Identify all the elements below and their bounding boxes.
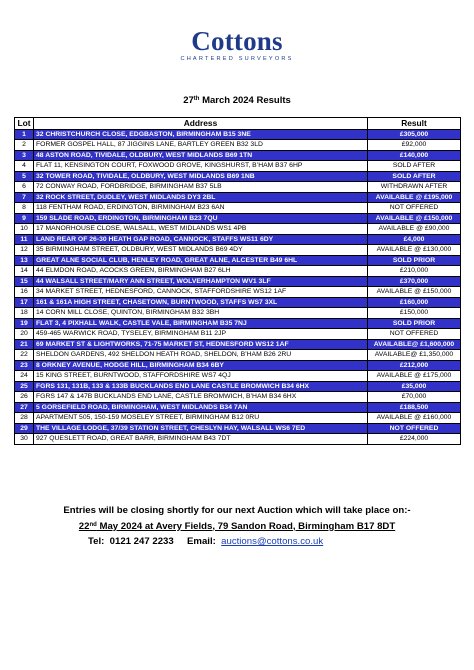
result-cell: AVAILABLE@ £1,350,000: [368, 350, 461, 361]
table-row: [15, 413, 461, 424]
title-rest: March 2024 Results: [199, 95, 291, 106]
lot-cell: 11: [15, 234, 34, 245]
result-cell: £305,000: [368, 129, 461, 140]
table-row: [15, 339, 461, 350]
lot-cell: 5: [15, 171, 34, 182]
result-cell: AVAILABLE @ £130,000: [368, 245, 461, 256]
header-result: Result: [368, 118, 461, 130]
lot-cell: 20: [15, 329, 34, 340]
lot-cell: 23: [15, 360, 34, 371]
next-auction-venue: [0, 519, 474, 535]
table-header-row: [15, 118, 461, 130]
address-cell: LAND REAR OF 26-30 HEATH GAP ROAD, CANNOCK, STAFFS WS11 6DY: [34, 234, 368, 245]
lot-cell: 22: [15, 350, 34, 361]
address-cell: 32 TOWER ROAD, TIVIDALE, OLDBURY, WEST MIDLANDS B69 1NB: [34, 171, 368, 182]
lot-cell: 24: [15, 371, 34, 382]
result-cell: £370,000: [368, 276, 461, 287]
address-cell: 17 MANORHOUSE CLOSE, WALSALL, WEST MIDLANDS WS1 4PB: [34, 224, 368, 235]
venue-day-suffix: nd: [89, 521, 97, 528]
lot-cell: 16: [15, 287, 34, 298]
address-cell: 161 & 161A HIGH STREET, CHASETOWN, BURNTWOOD, STAFFS WS7 3XL: [34, 297, 368, 308]
address-cell: 927 QUESLETT ROAD, GREAT BARR, BIRMINGHAM B43 7DT: [34, 434, 368, 445]
address-cell: FLAT 11, KENSINGTON COURT, FOXWOOD GROVE, KINGSHURST, B’HAM B37 6HP: [34, 161, 368, 172]
result-cell: £4,000: [368, 234, 461, 245]
lot-cell: 10: [15, 224, 34, 235]
lot-cell: 1: [15, 129, 34, 140]
result-cell: AVAILABLE @ £150,000: [368, 287, 461, 298]
address-cell: 32 ROCK STREET, DUDLEY, WEST MIDLANDS DY3 2BL: [34, 192, 368, 203]
address-cell: FGRS 131, 131B, 133 & 133B BUCKLANDS END LANE CASTLE BROMWICH B34 6HX: [34, 381, 368, 392]
result-cell: £70,000: [368, 392, 461, 403]
address-cell: 35 BIRMINGHAM STREET, OLDBURY, WEST MIDLANDS B69 4DY: [34, 245, 368, 256]
address-cell: FGRS 147 & 147B BUCKLANDS END LANE, CASTLE BROMWICH, B’HAM B34 6HX: [34, 392, 368, 403]
address-cell: SHELDON GARDENS, 492 SHELDON HEATH ROAD, SHELDON, B’HAM B26 2RU: [34, 350, 368, 361]
lot-cell: 17: [15, 297, 34, 308]
table-row: [15, 297, 461, 308]
table-row: [15, 224, 461, 235]
lot-cell: 7: [15, 192, 34, 203]
contact-line: [0, 534, 474, 550]
table-row: [15, 182, 461, 193]
table-row: [15, 161, 461, 172]
logo-subtitle: CHARTERED SURVEYORS: [180, 56, 294, 62]
header-lot: Lot: [15, 118, 34, 130]
table-row: [15, 213, 461, 224]
address-cell: 69 MARKET ST & LIGHTWORKS, 71-75 MARKET ST, HEDNESFORD WS12 1AF: [34, 339, 368, 350]
table-row: [15, 150, 461, 161]
results-title: [0, 95, 474, 106]
table-body: [15, 129, 461, 444]
address-cell: 48 ASTON ROAD, TIVIDALE, OLDBURY, WEST MIDLANDS B69 1TN: [34, 150, 368, 161]
lot-cell: 30: [15, 434, 34, 445]
lot-cell: 4: [15, 161, 34, 172]
header-address: Address: [34, 118, 368, 130]
results-table: [14, 117, 461, 445]
address-cell: 44 WALSALL STREET/MARY ANN STREET, WOLVERHAMPTON WV1 3LF: [34, 276, 368, 287]
address-cell: 15 KING STREET, BURNTWOOD, STAFFORDSHIRE WS7 4QJ: [34, 371, 368, 382]
result-cell: AVAILABLE @ £195,000: [368, 192, 461, 203]
lot-cell: 27: [15, 402, 34, 413]
logo-wordmark: Cottons: [191, 26, 283, 56]
address-cell: APARTMENT 505, 150-159 MOSELEY STREET, BIRMINGHAM B12 0RU: [34, 413, 368, 424]
address-cell: 5 GORSEFIELD ROAD, BIRMINGHAM, WEST MIDLANDS B34 7AN: [34, 402, 368, 413]
result-cell: £150,000: [368, 308, 461, 319]
table-row: [15, 350, 461, 361]
address-cell: 118 FENTHAM ROAD, ERDINGTON, BIRMINGHAM B23 6AN: [34, 203, 368, 214]
email-link[interactable]: auctions@cottons.co.uk: [221, 536, 324, 547]
lot-cell: 28: [15, 413, 34, 424]
result-cell: AVAILABLE @ £175,000: [368, 371, 461, 382]
result-cell: £224,000: [368, 434, 461, 445]
next-auction-notice: Entries will be closing shortly for our next Auction which will take place on:-: [63, 505, 411, 516]
lot-cell: 9: [15, 213, 34, 224]
address-cell: 14 CORN MILL CLOSE, QUINTON, BIRMINGHAM B32 3BH: [34, 308, 368, 319]
result-cell: NOT OFFERED: [368, 329, 461, 340]
address-cell: 34 MARKET STREET, HEDNESFORD, CANNOCK, STAFFORDSHIRE WS12 1AF: [34, 287, 368, 298]
table-row: [15, 329, 461, 340]
table-row: [15, 392, 461, 403]
lot-cell: 29: [15, 423, 34, 434]
lot-cell: 21: [15, 339, 34, 350]
lot-cell: 18: [15, 308, 34, 319]
table-row: [15, 245, 461, 256]
address-cell: THE VILLAGE LODGE, 37/39 STATION STREET, CHESLYN HAY, WALSALL WS6 7ED: [34, 423, 368, 434]
table-row: [15, 287, 461, 298]
lot-cell: 3: [15, 150, 34, 161]
result-cell: SOLD PRIOR: [368, 255, 461, 266]
title-day: 27: [183, 95, 194, 106]
result-cell: £188,500: [368, 402, 461, 413]
venue-rest: May 2024 at Avery Fields, 79 Sandon Road, Birmingham B17 8DT: [96, 520, 396, 532]
address-cell: 44 ELMDON ROAD, ACOCKS GREEN, BIRMINGHAM B27 6LH: [34, 266, 368, 277]
result-cell: £140,000: [368, 150, 461, 161]
result-cell: AVAILABLE @ £150,000: [368, 213, 461, 224]
address-cell: 459-465 WARWICK ROAD, TYSELEY, BIRMINGHAM B11 2JP: [34, 329, 368, 340]
address-cell: 32 CHRISTCHURCH CLOSE, EDGBASTON, BIRMINGHAM B15 3NE: [34, 129, 368, 140]
result-cell: SOLD AFTER: [368, 171, 461, 182]
result-cell: £212,000: [368, 360, 461, 371]
table-row: [15, 234, 461, 245]
table-row: [15, 318, 461, 329]
table-row: [15, 255, 461, 266]
lot-cell: 19: [15, 318, 34, 329]
address-cell: GREAT ALNE SOCIAL CLUB, HENLEY ROAD, GREAT ALNE, ALCESTER B49 6HL: [34, 255, 368, 266]
lot-cell: 15: [15, 276, 34, 287]
address-cell: 159 SLADE ROAD, ERDINGTON, BIRMINGHAM B23 7QU: [34, 213, 368, 224]
result-cell: £210,000: [368, 266, 461, 277]
lot-cell: 8: [15, 203, 34, 214]
table-row: [15, 192, 461, 203]
result-cell: AVAILABLE @ £160,000: [368, 413, 461, 424]
address-cell: FLAT 3, 4 PIXHALL WALK, CASTLE VALE, BIRMINGHAM B35 7NJ: [34, 318, 368, 329]
lot-cell: 13: [15, 255, 34, 266]
lot-cell: 26: [15, 392, 34, 403]
result-cell: £92,000: [368, 140, 461, 151]
result-cell: NOT OFFERED: [368, 423, 461, 434]
result-cell: NOT OFFERED: [368, 203, 461, 214]
table-row: [15, 360, 461, 371]
result-cell: SOLD AFTER: [368, 161, 461, 172]
table-row: [15, 423, 461, 434]
table-row: [15, 434, 461, 445]
lot-cell: 25: [15, 381, 34, 392]
lot-cell: 2: [15, 140, 34, 151]
result-cell: AVAILABLE @ £90,000: [368, 224, 461, 235]
lot-cell: 12: [15, 245, 34, 256]
result-cell: £160,000: [368, 297, 461, 308]
address-cell: 8 ORKNEY AVENUE, HODGE HILL, BIRMINGHAM B34 6BY: [34, 360, 368, 371]
venue-day: 22: [78, 520, 90, 532]
tel-label: Tel: 0121 247 2233 Email:: [88, 536, 222, 547]
lot-cell: 6: [15, 182, 34, 193]
table-row: [15, 371, 461, 382]
table-row: [15, 129, 461, 140]
result-cell: £35,000: [368, 381, 461, 392]
table-row: [15, 308, 461, 319]
table-row: [15, 171, 461, 182]
cottons-logo: [0, 28, 474, 63]
address-cell: FORMER GOSPEL HALL, 87 JIGGINS LANE, BARTLEY GREEN B32 3LD: [34, 140, 368, 151]
title-day-suffix: th: [193, 96, 200, 102]
footer: [0, 503, 474, 550]
table-row: [15, 381, 461, 392]
result-cell: AVAILABLE@ £1,600,000: [368, 339, 461, 350]
table-row: [15, 203, 461, 214]
table-row: [15, 266, 461, 277]
table-row: [15, 140, 461, 151]
result-cell: SOLD PRIOR: [368, 318, 461, 329]
address-cell: 72 CONWAY ROAD, FORDBRIDGE, BIRMINGHAM B37 5LB: [34, 182, 368, 193]
result-cell: WITHDRAWN AFTER: [368, 182, 461, 193]
table-row: [15, 402, 461, 413]
table-row: [15, 276, 461, 287]
lot-cell: 14: [15, 266, 34, 277]
